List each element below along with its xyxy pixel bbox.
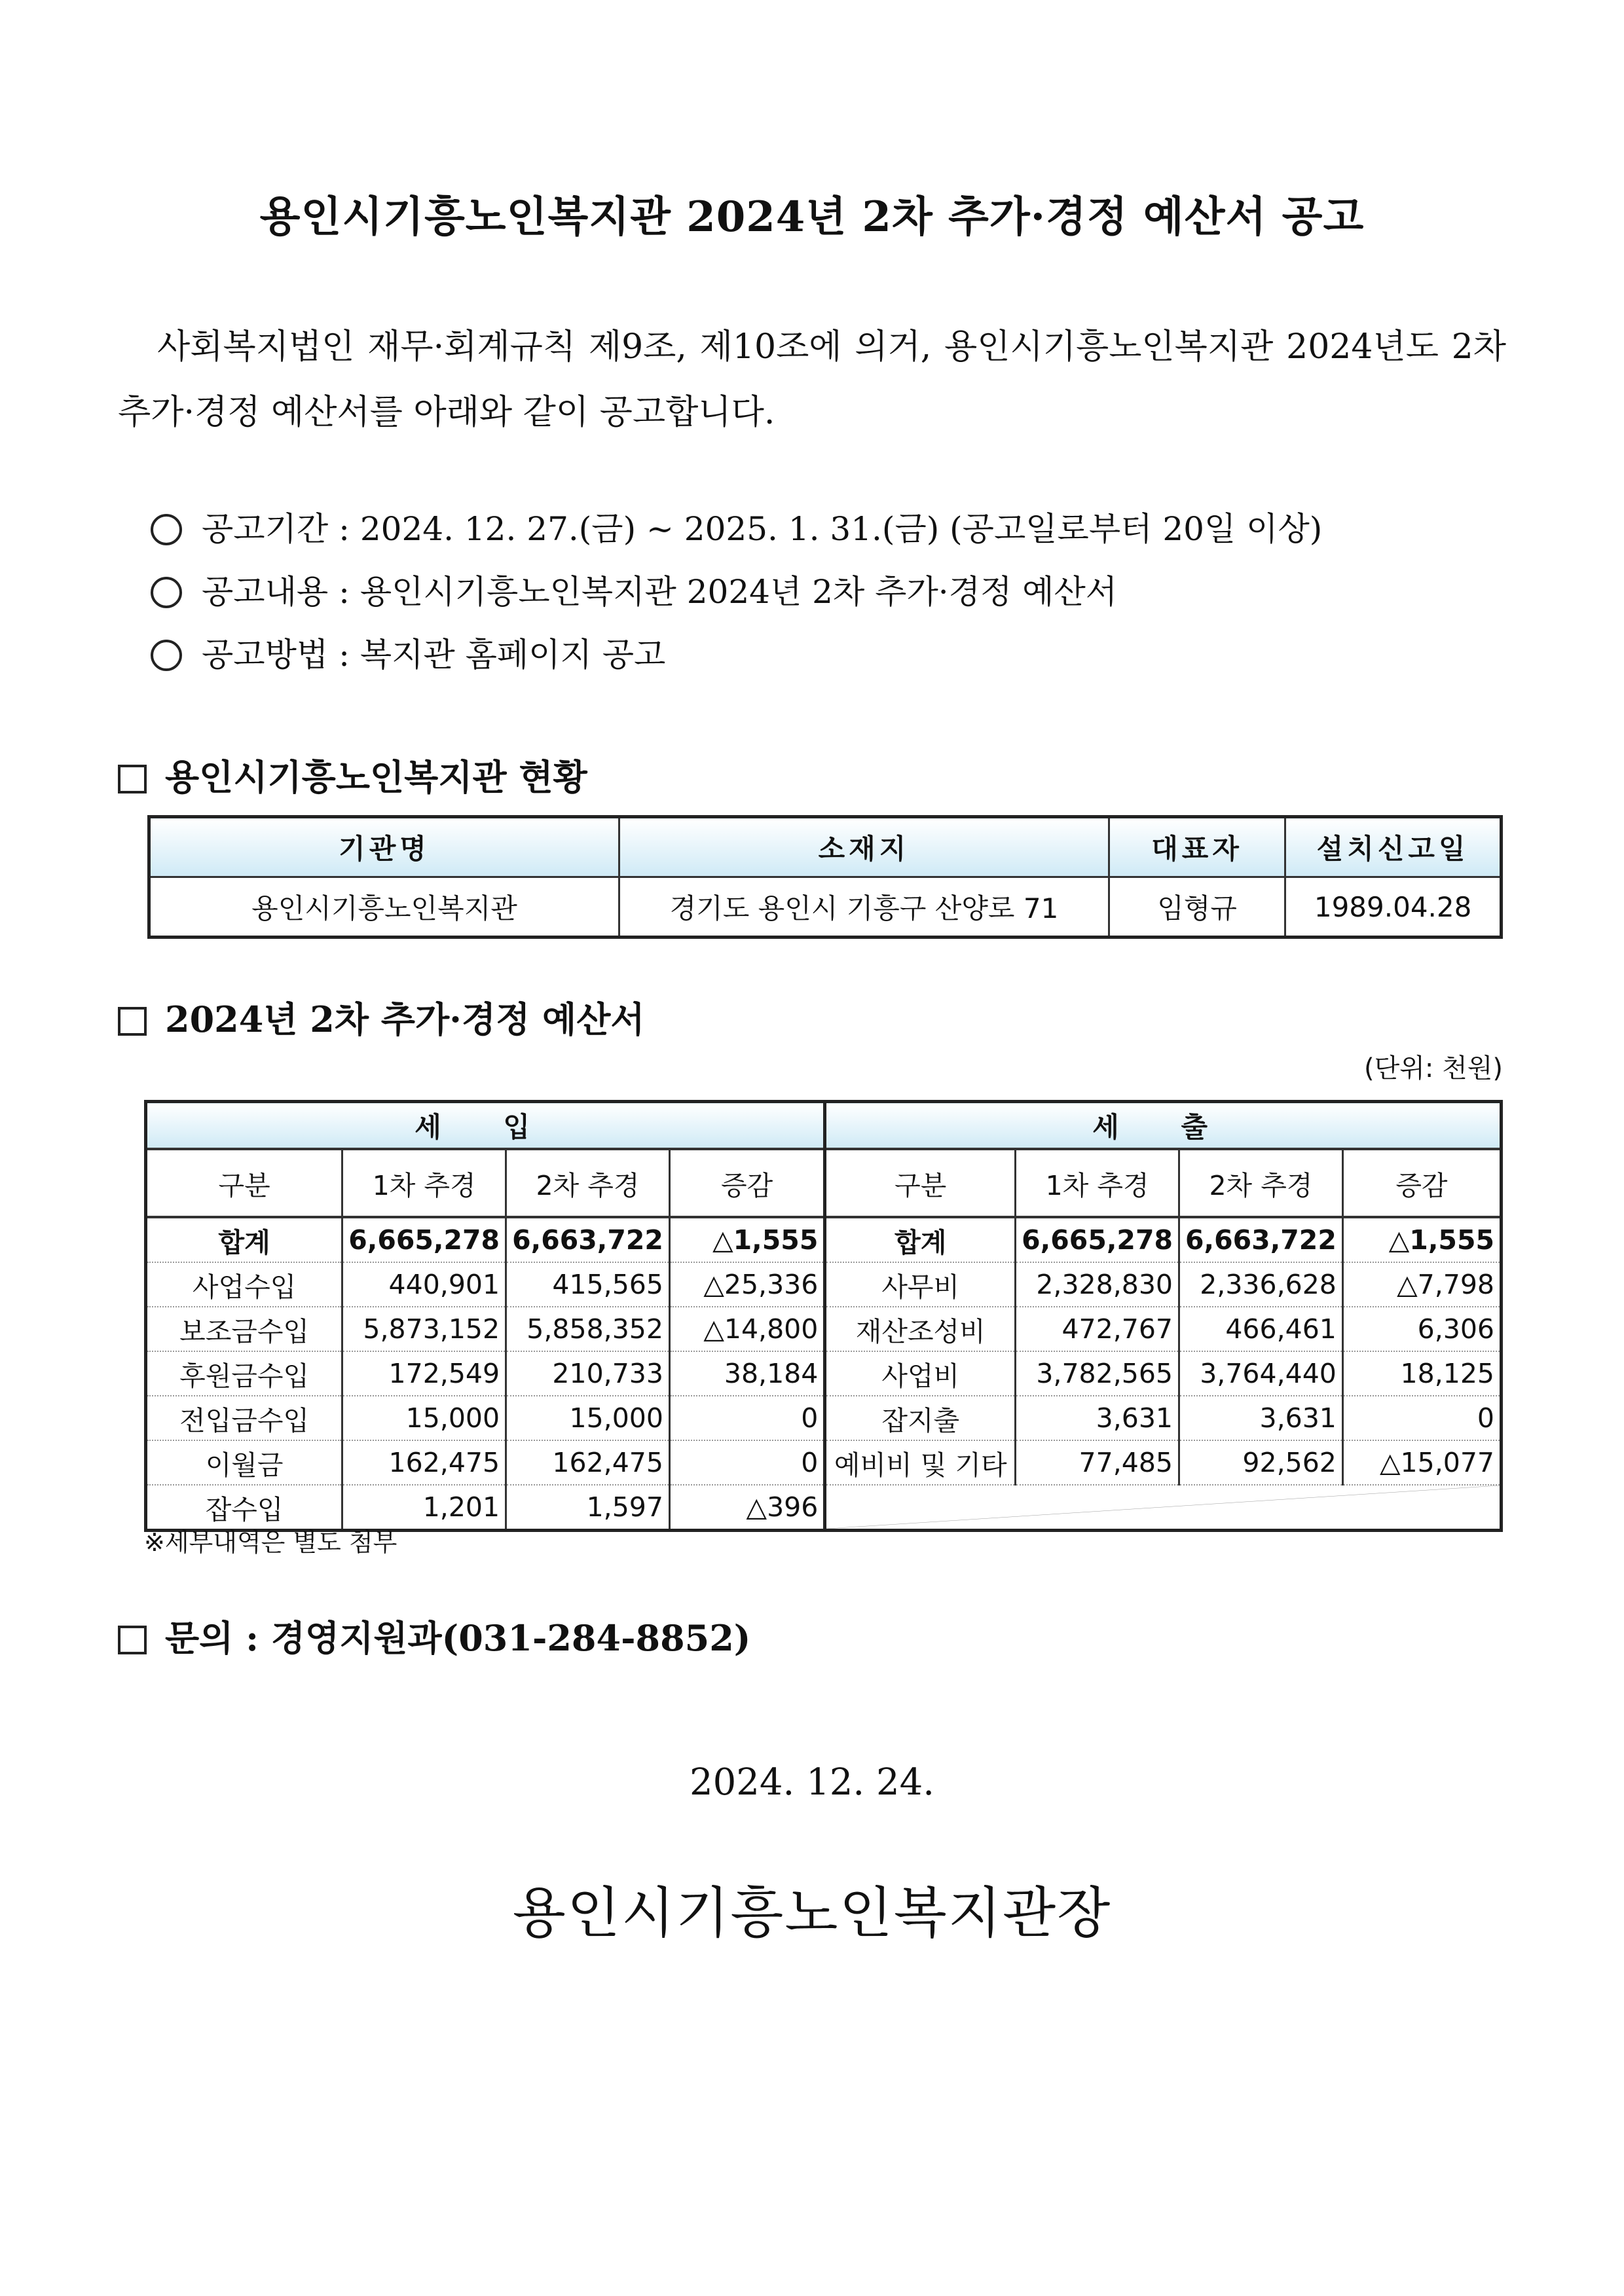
table-row: 잡수입 1,201 1,597 △396 (146, 1485, 1502, 1531)
group-header-row (146, 1102, 1502, 1150)
representative: 임형규 (1109, 877, 1285, 938)
circle-bullet-icon (151, 514, 182, 545)
income-group-header: 세 입 (146, 1102, 825, 1150)
square-bullet-icon (118, 1007, 147, 1036)
budget-table (144, 1100, 1503, 1532)
notice-period: 공고기간 : 2024. 12. 27.(금) ~ 2025. 1. 31.(금) (공고일로부터 20일 이상) (151, 498, 1322, 560)
circle-bullet-icon (151, 640, 182, 671)
section-heading-budget: 2024년 2차 추가·경정 예산서 (118, 992, 645, 1042)
header-cell: 소재지 (619, 817, 1109, 877)
header-cell: 기관명 (149, 817, 619, 877)
page-title: 용인시기흥노인복지관 2024년 2차 추가·경정 예산서 공고 (259, 192, 1365, 242)
notice-method: 공고방법 : 복지관 홈페이지 공고 (151, 623, 1322, 686)
column-header-row (146, 1149, 1502, 1217)
notice-list (151, 498, 1322, 686)
square-bullet-icon (118, 765, 147, 793)
contact-line: 문의 : 경영지원과(031-284-8852) (118, 1611, 750, 1661)
header-cell: 증감 (669, 1149, 824, 1217)
circle-bullet-icon (151, 577, 182, 608)
registration-date: 1989.04.28 (1285, 877, 1502, 938)
empty-diagonal-cell (825, 1485, 1502, 1531)
header-cell: 대표자 (1109, 817, 1285, 877)
intro-paragraph: 사회복지법인 재무·회계규칙 제9조, 제10조에 의거, 용인시기흥노인복지관 2024년도 2차 추가·경정 예산서를 아래와 같이 공고합니다. (118, 327, 1506, 432)
diagonal-line (826, 1485, 1500, 1529)
header-cell: 2차 추경 (506, 1149, 670, 1217)
table-header-row (149, 817, 1502, 877)
expense-group-header: 세 출 (825, 1102, 1502, 1150)
footnote: ※세부내역은 별도 첨부 (144, 1528, 397, 1557)
header-cell: 구분 (146, 1149, 342, 1217)
header-cell: 설치신고일 (1285, 817, 1502, 877)
notice-content: 공고내용 : 용인시기흥노인복지관 2024년 2차 추가·경정 예산서 (151, 560, 1322, 623)
institution-info-table (147, 815, 1503, 939)
header-cell: 1차 추경 (1016, 1149, 1179, 1217)
table-row: 전입금수입 15,000 15,000 0 잡지출 3,631 3,631 0 (146, 1396, 1502, 1440)
institution-name: 용인시기흥노인복지관 (149, 877, 619, 938)
document-date: 2024. 12. 24. (689, 1761, 935, 1804)
table-row: 후원금수입 172,549 210,733 38,184 사업비 3,782,565 3,764,440 18,125 (146, 1351, 1502, 1396)
table-row (149, 877, 1502, 938)
header-cell: 구분 (825, 1149, 1016, 1217)
unit-label: (단위: 천원) (1364, 1053, 1503, 1084)
header-cell: 2차 추경 (1179, 1149, 1343, 1217)
square-bullet-icon (118, 1626, 147, 1654)
header-cell: 1차 추경 (342, 1149, 506, 1217)
institution-address: 경기도 용인시 기흥구 산양로 71 (619, 877, 1109, 938)
table-row: 이월금 162,475 162,475 0 예비비 및 기타 77,485 92,562 △15,077 (146, 1440, 1502, 1485)
organization-signature: 용인시기흥노인복지관장 (512, 1881, 1112, 1945)
table-row: 사업수입 440,901 415,565 △25,336 사무비 2,328,830 2,336,628 △7,798 (146, 1262, 1502, 1307)
header-cell: 증감 (1342, 1149, 1501, 1217)
section-heading-status: 용인시기흥노인복지관 현황 (118, 750, 587, 800)
table-row: 합계 6,665,278 6,663,722 △1,555 합계 6,665,278 6,663,722 △1,555 (146, 1217, 1502, 1262)
table-row: 보조금수입 5,873,152 5,858,352 △14,800 재산조성비 472,767 466,461 6,306 (146, 1307, 1502, 1351)
